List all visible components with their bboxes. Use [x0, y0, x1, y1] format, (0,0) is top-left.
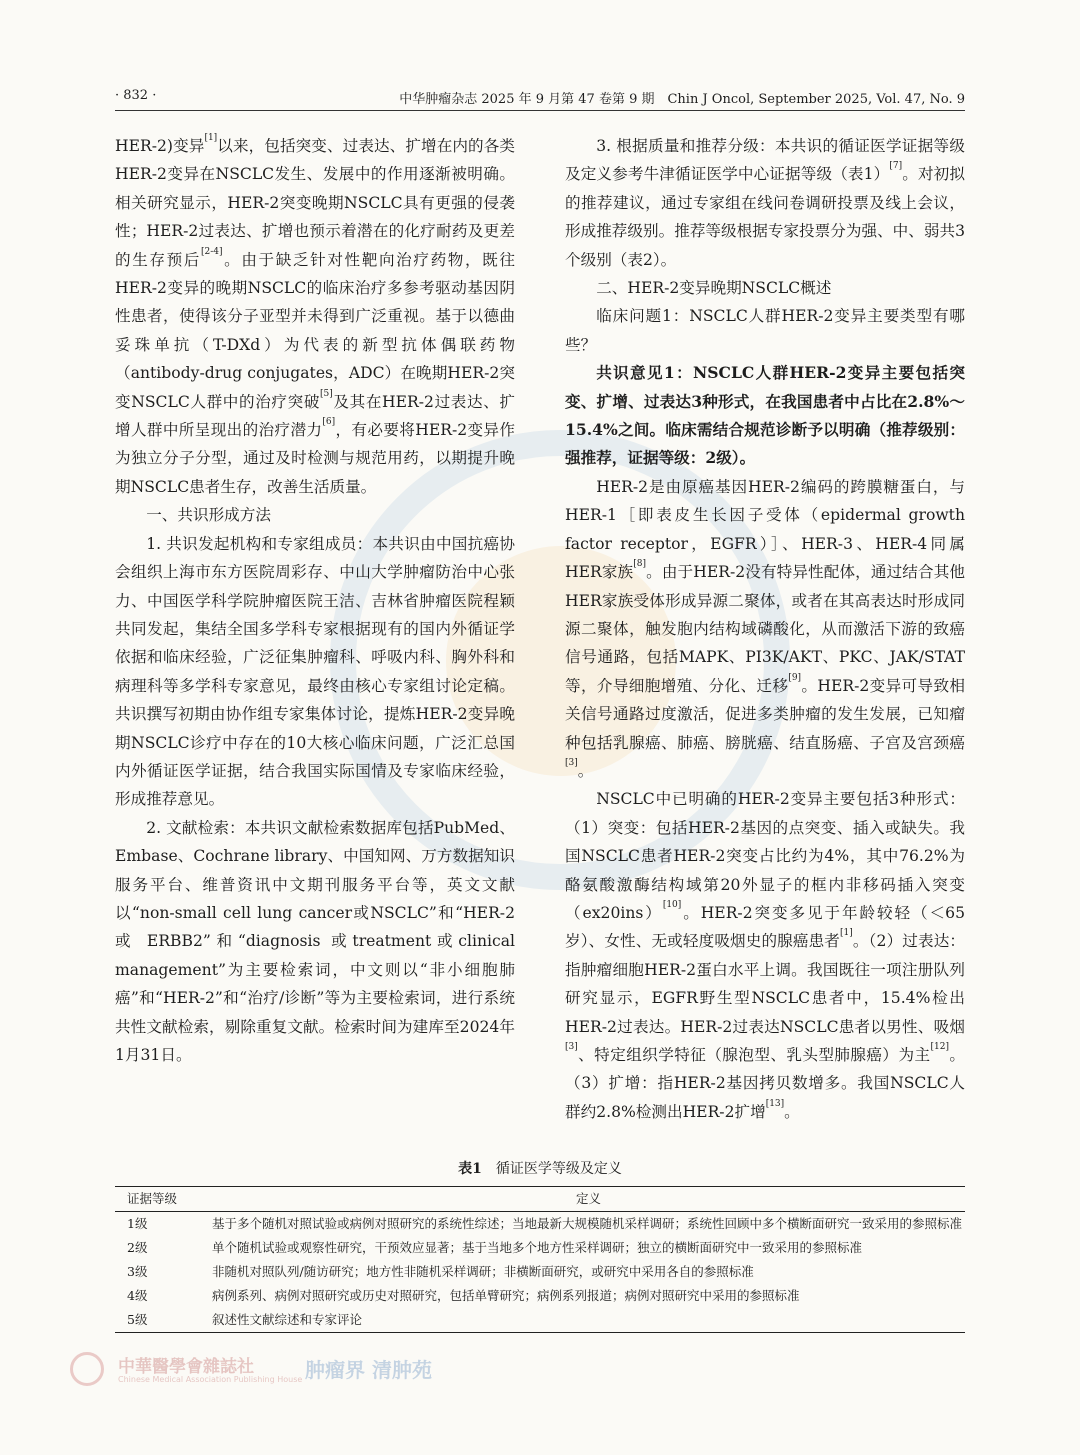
publisher-name-cn: 中華醫學會雜誌社: [118, 1357, 254, 1377]
text-run: HER-2是由原癌基因HER-2编码的跨膜糖蛋白，与HER-1［即表皮生长因子受体（epidermal growth factor receptor，EGFR）］、HER-3、HER-4同属HER家族: [565, 477, 965, 582]
table-caption: [115, 1158, 965, 1178]
consensus-opinion-1: 共识意见1：NSCLC人群HER-2变异主要包括突变、扩增、过表达3种形式，在我国患者中占比在2.8%～15.4%之间。临床需结合规范诊断予以明确（推荐级别：强推荐，证据等级：2级）。: [565, 363, 965, 468]
her2-variants-paragraph: [565, 785, 965, 1126]
text-run: NSCLC中已明确的HER-2变异主要包括3种形式：（1）突变：包括HER-2基因的点突变、插入或缺失。我国NSCLC患者HER-2突变占比约为4%，其中76.2%为酪氨酸激酶结构域第20外显子的框内非移码插入突变（ex20ins）: [565, 790, 965, 922]
level-cell: 1级: [127, 1216, 148, 1231]
table-row: [115, 1308, 965, 1333]
level-cell: 2级: [127, 1240, 148, 1255]
right-column: [565, 132, 965, 1126]
text-run: HER-2)变异: [115, 137, 205, 155]
text-run: 。由于缺乏针对性靶向治疗药物，既往HER-2变异的晚期NSCLC的临床治疗多参考驱动基因阴性患者，使得该分子亚型并未得到广泛重视。基于以德曲妥珠单抗（T-DXd）为代表的新型抗体偶联药物（antibody-drug conjugates，ADC）在晚期HER-2突变NSCLC人群中的治疗突破: [115, 250, 515, 411]
text-run: 。HER-2突变多见于年龄较轻（＜65岁）、女性、无或轻度吸烟史的腺癌患者: [565, 903, 965, 951]
text-run: 。由于HER-2没有特异性配体，通过结合其他HER家族受体形成异源二聚体，或者在其高表达时形成同源二聚体，触发胞内结构域磷酸化，从而激活下游的致癌信号通路，包括MAPK、PI3K/AKT、PKC、JAK/STAT等，介导细胞增殖、分化、迁移: [565, 563, 965, 695]
citation-ref: [10]: [662, 899, 682, 910]
text-run: 以来，包括突变、过表达、扩增在内的各类HER-2变异在NSCLC发生、发展中的作用逐渐被明确。相关研究显示，HER-2突变晚期NSCLC具有更强的侵袭性；HER-2过表达、扩增也预示着潜在的化疗耐药及更差的生存预后: [115, 137, 515, 269]
definition-cell: 单个随机试验或观察性研究，干预效应显著；基于当地多个地方性采样调研；独立的横断面研究中一致采用的参照标准: [212, 1240, 863, 1255]
citation-ref: [8]: [633, 559, 646, 570]
citation-ref: [12]: [930, 1042, 949, 1052]
level-cell: 3级: [127, 1264, 148, 1279]
table-title: 循证医学等级及定义: [495, 1161, 622, 1177]
text-run: 。HER-2变异可导致相关信号通路过度激活，促进多类肿瘤的发生发展，已知瘤种包括乳腺癌、肺癌、膀胱癌、结直肠癌、子宫及宫颈癌: [565, 676, 965, 752]
column-header-level: 证据等级: [127, 1191, 178, 1206]
text-run: 。（2）过表达：指肿瘤细胞HER-2蛋白水平上调。我国既往一项注册队列研究显示，EGFR野生型NSCLC患者中，15.4%检出HER-2过表达。HER-2过表达NSCLC患者以男性、吸烟: [565, 932, 966, 1036]
citation-ref: [7]: [889, 161, 903, 172]
clinical-question-1: 临床问题1：NSCLC人群HER-2变异主要类型有哪些？: [565, 307, 965, 354]
citation-ref: [3]: [565, 757, 578, 768]
methods-paragraph-2: 2. 文献检索：本共识文献检索数据库包括PubMed、Embase、Cochrane library、中国知网、万方数据知识服务平台、维普资讯中文期刊服务平台等，英文文献以“non-small cell lung cancer或NSCLC”和“HER-2 或 ERBB2”和“diagnosis 或treatment或clinical management”为主要检索词，中文则以“非小细胞肺癌”和“HER-2”和“治疗/诊断”等为主要检索词，进行系统共性文献检索，剔除重复文献。检索时间为建库至2024年1月31日。: [115, 818, 515, 1064]
left-column: [115, 132, 515, 1069]
evidence-level-table: [115, 1158, 965, 1333]
citation-ref: [1]: [840, 928, 853, 939]
methods-paragraph-3: [565, 132, 965, 274]
level-cell: 4级: [127, 1288, 148, 1303]
table-row: [115, 1236, 965, 1260]
intro-paragraph: [115, 132, 515, 501]
publisher-watermark-logo: [70, 1348, 510, 1393]
citation-ref: [3]: [565, 1042, 578, 1052]
text-run: 。（3）扩增：指HER-2基因拷贝数增多。我国NSCLC人群约2.8%检测出HER-2扩增: [565, 1046, 965, 1121]
table-row: [115, 1260, 965, 1284]
text-run: 、特定组织学特征（腺泡型、乳头型肺腺癌）为主: [577, 1046, 931, 1064]
citation-ref: [5]: [320, 388, 333, 399]
journal-citation: 中华肿瘤杂志 2025 年 9 月第 47 卷第 9 期 Chin J Oncol, September 2025, Vol. 47, No. 9: [399, 92, 965, 107]
text-run: 。: [784, 1102, 800, 1121]
citation-ref: [2-4]: [201, 246, 223, 257]
table-row: [115, 1284, 965, 1308]
brand-watermark: 肿瘤界 清肿苑: [305, 1358, 432, 1382]
page-number: · 832 ·: [115, 88, 157, 103]
definition-cell: 非随机对照队列/随访研究；地方性非随机采样调研；非横断面研究，或研究中采用各自的参照标准: [212, 1264, 754, 1279]
page-header: [115, 84, 965, 111]
table-row: [115, 1212, 965, 1237]
definition-cell: 基于多个随机对照试验或病例对照研究的系统性综述；当地最新大规模随机采样调研；系统性回顾中多个横断面研究一致采用的参照标准: [212, 1216, 963, 1231]
text-run: ，有必要将HER-2变异作为独立分子分型，通过及时检测与规范用药，以期提升晚期NSCLC患者生存，改善生活质量。: [115, 421, 515, 496]
citation-ref: [9]: [788, 672, 802, 683]
text-run: 。对初拟的推荐建议，通过专家组在线问卷调研投票及线上会议，形成推荐级别。推荐等级根据专家投票分为强、中、弱共3个级别（表2）。: [565, 165, 965, 269]
column-header-definition: 定义: [575, 1191, 601, 1206]
citation-ref: [13]: [765, 1098, 785, 1109]
methods-paragraph-1: 1. 共识发起机构和专家组成员：本共识由中国抗癌协会组织上海市东方医院周彩存、中山大学肿瘤防治中心张力、中国医学科学院肿瘤医院王洁、吉林省肿瘤医院程颖共同发起，集结全国多学科专家根据现有的国内外循证学依据和临床经验，广泛征集肿瘤科、呼吸内科、胸外科和病理科等多学科专家意见，最终由核心专家组讨论定稿。共识撰写初期由协作组专家集体讨论，提炼HER-2变异晚期NSCLC诊疗中存在的10大核心临床问题，广泛汇总国内外循证医学证据，结合我国实际国情及专家临床经验，形成推荐意见。: [115, 534, 515, 809]
her2-biology-paragraph: [565, 473, 965, 785]
citation-ref: [6]: [322, 417, 336, 428]
evidence-table: [115, 1186, 965, 1333]
table-header-row: [115, 1187, 965, 1212]
section-heading-methods: 一、共识形成方法: [146, 506, 271, 525]
publisher-name-en: Chinese Medical Association Publishing House: [118, 1375, 303, 1384]
definition-cell: 叙述性文献综述和专家评论: [212, 1312, 363, 1327]
text-run: 及其在HER-2过表达、扩增人群中所呈现出的治疗潜力: [115, 392, 515, 440]
section-heading-overview: 二、HER-2变异晚期NSCLC概述: [596, 279, 832, 298]
definition-cell: 病例系列、病例对照研究或历史对照研究，包括单臂研究；病例系列报道；病例对照研究中采用的参照标准: [212, 1288, 800, 1303]
text-run: 。: [577, 761, 594, 780]
publisher-emblem-icon: [70, 1352, 104, 1386]
citation-ref: [1]: [204, 133, 218, 143]
level-cell: 5级: [127, 1312, 148, 1327]
table-number: 表1: [458, 1161, 482, 1177]
text-run: 3. 根据质量和推荐分级：本共识的循证医学证据等级及定义参考牛津循证医学中心证据等级（表1）: [565, 137, 965, 184]
